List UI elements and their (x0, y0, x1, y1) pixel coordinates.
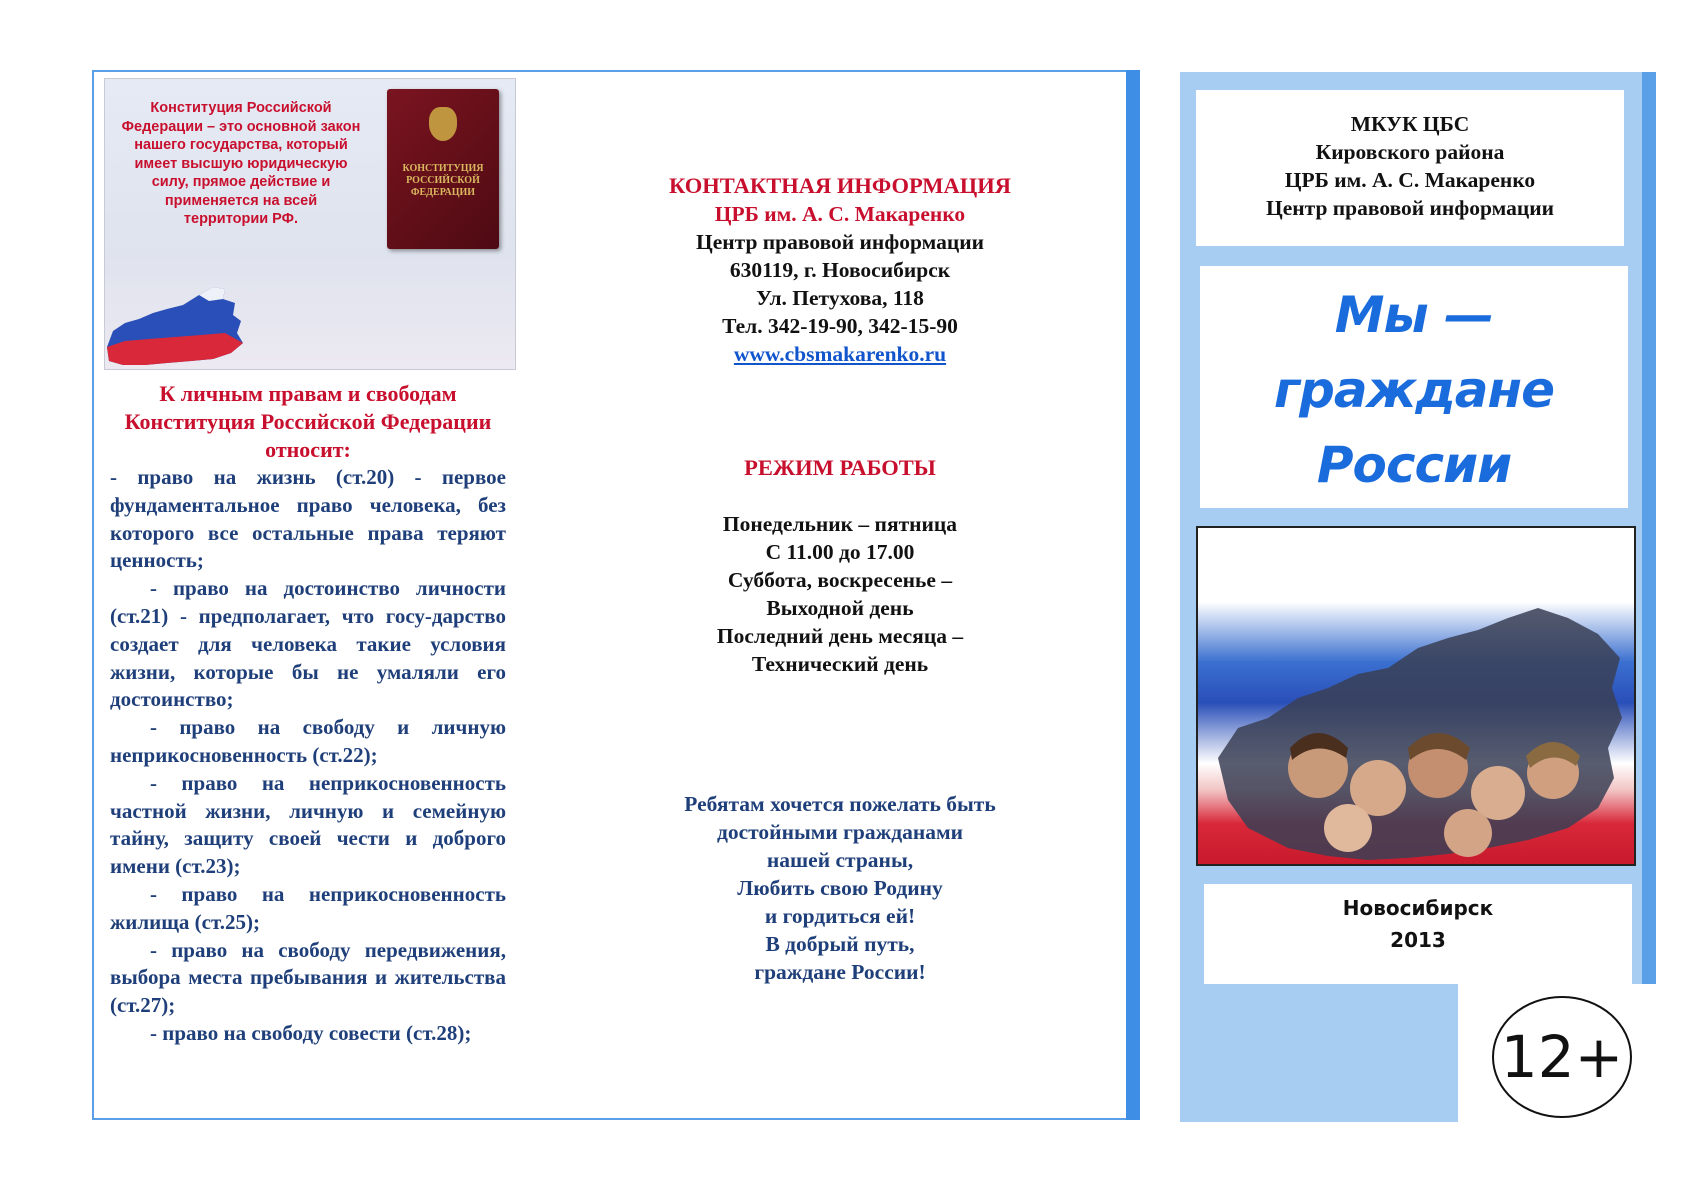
list-item: - право на достоинство личности (ст.21) - предполагает, что госу-дарство создает для человека такие условия жизни, которые бы не умаляли его достоинство; (110, 576, 506, 712)
contacts-column (630, 172, 1050, 986)
address-street: Ул. Петухова, 118 (756, 286, 924, 310)
list-item: - право на неприкосновенность жилища (ст.25); (110, 881, 506, 934)
city-year-block (1204, 884, 1632, 984)
schedule-line: Последний день месяца – (716, 624, 964, 648)
russia-map-crowd-icon (1208, 578, 1628, 866)
list-item: - право на неприкосновенность частной жизни, личную и семейную тайну, защиту своей чести и доброго имени (ст.23); (110, 770, 506, 879)
constitution-illustration (104, 78, 516, 370)
russia-flag-map-icon (105, 269, 255, 369)
wish-line: граждане России! (754, 960, 926, 984)
title-line: Мы — (1334, 286, 1494, 344)
age-rating-badge: 12+ (1492, 996, 1632, 1118)
rights-title: К личным правам и свободам Конституция Российской Федерации относит: (124, 381, 492, 462)
title-line: граждане (1274, 361, 1554, 419)
wish-line: В добрый путь, (765, 932, 915, 956)
constitution-book-image (387, 89, 499, 249)
schedule-line: Суббота, воскресенье – (727, 568, 953, 592)
org-line: Кировского района (1315, 140, 1505, 164)
schedule-line: Технический день (751, 652, 929, 676)
wish-line: нашей страны, (766, 848, 914, 872)
schedule-line: Выходной день (766, 596, 914, 620)
title-line: России (1316, 436, 1512, 494)
rights-list (110, 464, 506, 1048)
address-city: 630119, г. Новосибирск (729, 258, 951, 282)
publication-year: 2013 (1390, 928, 1446, 952)
cover-title (1200, 266, 1628, 508)
book-cover-title: КОНСТИТУЦИЯ РОССИЙСКОЙ ФЕДЕРАЦИИ (402, 163, 484, 198)
org-line: Центр правовой информации (1265, 196, 1554, 220)
schedule-line: Понедельник – пятница (722, 512, 958, 536)
constitution-definition: Конституция Российской Федерации – это основной закон нашего государства, который имеет высшую юридическую силу, прямое действие и применяется на всей территории РФ. (121, 100, 361, 227)
wish-line: Ребятам хочется пожелать быть (684, 792, 996, 816)
organization-block (1196, 90, 1624, 246)
wish-line: и гордиться ей! (764, 904, 916, 928)
list-item: - право на жизнь (ст.20) - первое фундаментальное право человека, без которого все остальные права теряют ценность; (110, 465, 506, 573)
phone-numbers: Тел. 342-19-90, 342-15-90 (722, 314, 958, 338)
org-line: ЦРБ им. А. С. Макаренко (1284, 168, 1536, 192)
panel-divider-bar (1126, 70, 1140, 1120)
center-name: Центр правовой информации (695, 230, 984, 254)
list-item: - право на свободу совести (ст.28); (150, 1020, 472, 1045)
wish-line: достойными гражданами (716, 820, 964, 844)
wish-line: Любить свою Родину (737, 876, 943, 900)
list-item: - право на свободу и личную неприкосновенность (ст.22); (110, 715, 506, 767)
website-link[interactable]: www.cbsmakarenko.ru (733, 342, 947, 366)
contacts-heading: КОНТАКТНАЯ ИНФОРМАЦИЯ (669, 173, 1011, 198)
org-line: МКУК ЦБС (1350, 112, 1470, 136)
coat-of-arms-icon (429, 107, 457, 141)
schedule-line: С 11.00 до 17.00 (765, 540, 915, 564)
cover-edge-bar (1642, 72, 1656, 1122)
schedule-heading: РЕЖИМ РАБОТЫ (744, 455, 936, 480)
citizens-photo (1196, 526, 1636, 866)
city-name: Новосибирск (1342, 896, 1494, 920)
rights-column (110, 380, 506, 1048)
list-item: - право на свободу передвижения, выбора места пребывания и жительства (ст.27); (110, 937, 506, 1018)
library-name: ЦРБ им. А. С. Макаренко (714, 202, 966, 226)
